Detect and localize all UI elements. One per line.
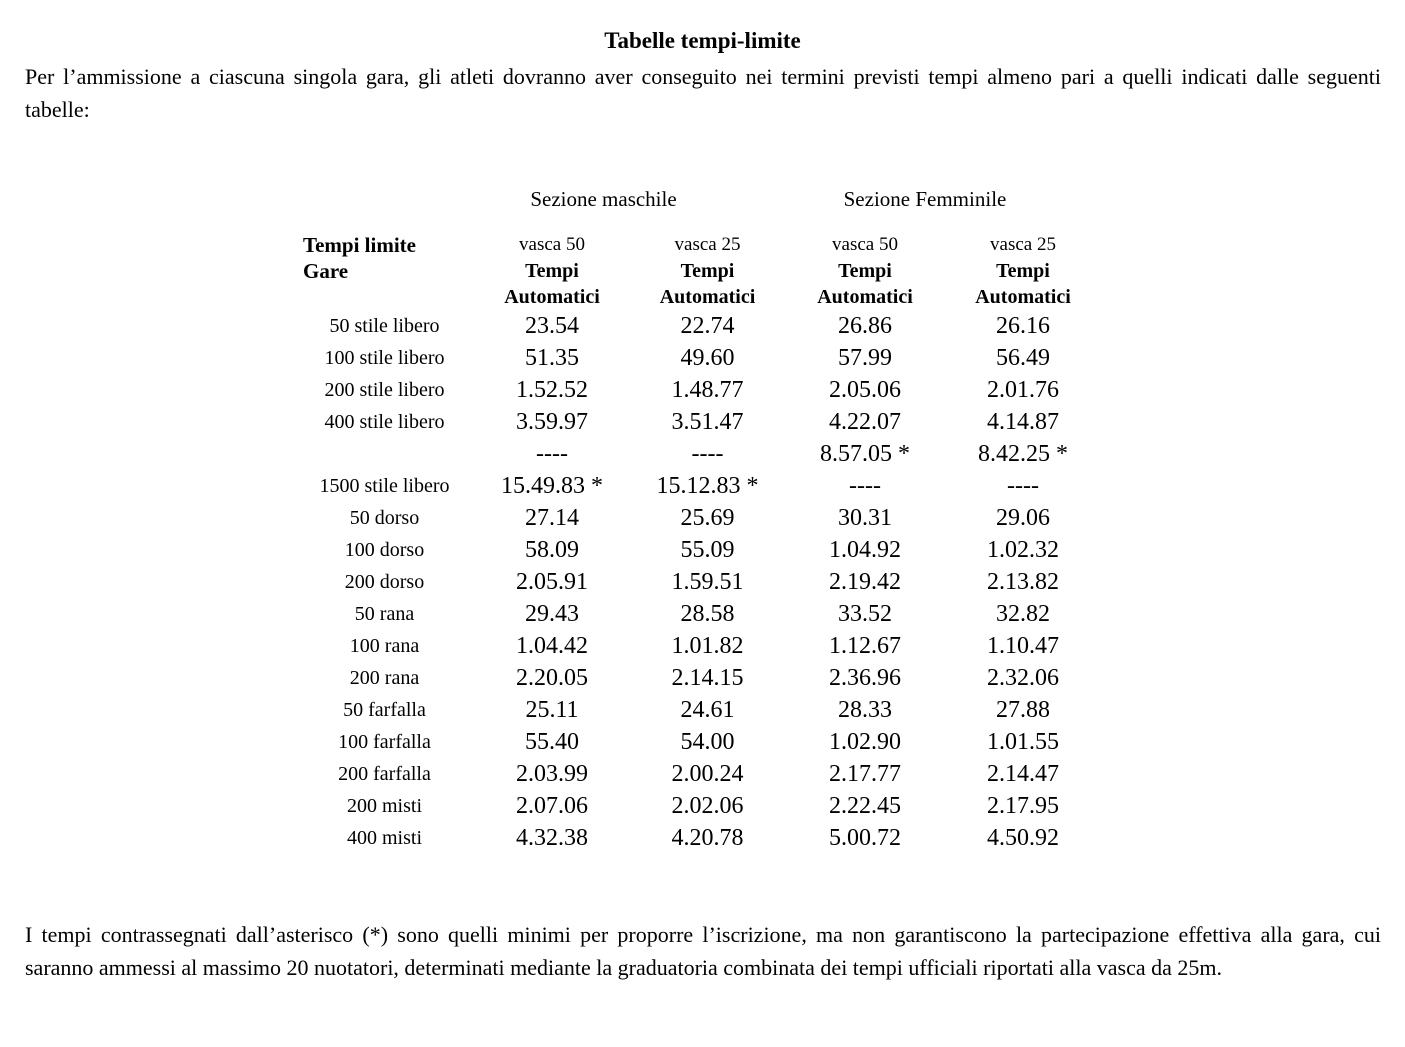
time-cell: 28.58	[680, 601, 735, 627]
time-cell: ----	[849, 473, 881, 499]
time-cell: 1.01.55	[987, 729, 1059, 755]
pool-header-female-25: vasca 25	[990, 234, 1056, 255]
time-cell: 58.09	[525, 537, 579, 563]
section-header-female: Sezione Femminile	[843, 187, 1007, 211]
time-limits-table	[295, 187, 1405, 854]
time-cell: 1.48.77	[671, 377, 744, 403]
time-cell: 2.00.24	[671, 761, 744, 787]
time-cell: 2.13.82	[987, 569, 1059, 595]
time-cell: 1.04.42	[516, 633, 588, 659]
timing-header-automatici: Automatici	[975, 286, 1071, 308]
time-cell: 8.57.05 *	[820, 441, 910, 467]
time-cell: 1.01.82	[671, 633, 744, 659]
race-label: 50 farfalla	[343, 699, 426, 721]
time-cell: 26.86	[838, 313, 892, 339]
race-label: 50 dorso	[349, 507, 420, 529]
time-cell: 2.32.06	[987, 665, 1059, 691]
time-cell: 32.82	[996, 601, 1050, 627]
pool-header-male-25: vasca 25	[674, 234, 741, 255]
time-cell: 4.50.92	[987, 825, 1059, 851]
race-label: 100 farfalla	[338, 731, 431, 753]
race-label: 50 stile libero	[329, 315, 440, 337]
time-cell: 5.00.72	[829, 825, 901, 851]
race-label: 200 farfalla	[338, 763, 431, 785]
time-cell: 54.00	[680, 729, 735, 755]
race-label: 400 stile libero	[324, 411, 445, 433]
time-cell: 2.14.15	[671, 665, 744, 691]
time-cell: 2.14.47	[987, 761, 1059, 787]
time-cell: 2.01.76	[987, 377, 1059, 403]
time-cell: 2.02.06	[671, 793, 744, 819]
footer-paragraph: I tempi contrassegnati dall’asterisco (*) sono quelli minimi per proporre l’iscrizione, ma non garantiscono la partecipazione effettiva alla gara, cui saranno ammessi al massimo 20 nuotatori, determinati mediante la graduatoria combinata dei tempi ufficiali riportati alla vasca da 25m.	[25, 922, 1381, 980]
time-cell: 2.22.45	[829, 793, 901, 819]
time-cell: 1.52.52	[516, 377, 588, 403]
race-label: 200 rana	[349, 667, 420, 689]
time-cell: 57.99	[838, 345, 892, 371]
time-cell: 51.35	[525, 345, 579, 371]
time-cell: 25.69	[680, 505, 735, 531]
corner-label-line1: Tempi limite	[303, 233, 416, 257]
time-cell: 2.07.06	[516, 793, 588, 819]
race-label: 200 misti	[346, 795, 422, 817]
race-label: 1500 stile libero	[319, 475, 450, 497]
time-cell: 1.12.67	[829, 633, 901, 659]
pool-header-female-50: vasca 50	[832, 234, 898, 255]
time-cell: ----	[691, 441, 724, 467]
timing-header-automatici: Automatici	[659, 286, 756, 308]
time-cell: 8.42.25 *	[978, 441, 1068, 467]
time-cell: 4.22.07	[829, 409, 901, 435]
page-title: Tabelle tempi-limite	[604, 28, 801, 53]
time-cell: 55.40	[525, 729, 579, 755]
intro-paragraph: Per l’ammissione a ciascuna singola gara, gli atleti dovranno aver conseguito nei termini previsti tempi almeno pari a quelli indicati dalle seguenti tabelle:	[25, 64, 1381, 122]
timing-header-automatici: Automatici	[504, 286, 600, 308]
time-cell: 2.19.42	[829, 569, 901, 595]
race-label: 200 dorso	[344, 571, 425, 593]
time-cell: 23.54	[525, 313, 579, 339]
race-label: 100 rana	[349, 635, 420, 657]
time-cell: 1.59.51	[671, 569, 744, 595]
time-cell: 33.52	[838, 601, 892, 627]
corner-label-empty	[295, 284, 474, 310]
time-cell: 1.02.32	[987, 537, 1059, 563]
timing-header-tempi: Tempi	[838, 260, 892, 282]
time-cell: ----	[1007, 473, 1039, 499]
time-cell: 26.16	[996, 313, 1050, 339]
time-cell: 27.88	[996, 697, 1050, 723]
time-cell: 1.10.47	[987, 633, 1059, 659]
time-cell: 2.05.06	[829, 377, 901, 403]
time-cell: 2.36.96	[829, 665, 901, 691]
time-cell: 56.49	[996, 345, 1050, 371]
section-header-male: Sezione maschile	[530, 187, 677, 211]
time-cell: 49.60	[680, 345, 735, 371]
race-label: 200 stile libero	[324, 379, 445, 401]
time-cell: 28.33	[838, 697, 892, 723]
time-cell: 15.12.83 *	[656, 473, 759, 499]
race-label: 400 misti	[346, 827, 422, 849]
time-cell: 24.61	[680, 697, 735, 723]
time-cell: 2.05.91	[516, 569, 588, 595]
section-header-spacer	[295, 187, 474, 232]
time-cell: 1.02.90	[829, 729, 901, 755]
timing-header-automatici: Automatici	[817, 286, 913, 308]
time-cell: 2.03.99	[516, 761, 588, 787]
time-cell: 2.17.77	[829, 761, 901, 787]
time-cell: 29.43	[525, 601, 579, 627]
time-cell: 55.09	[680, 537, 735, 563]
time-cell: 4.32.38	[516, 825, 588, 851]
time-cell: 2.20.05	[516, 665, 588, 691]
time-cell: 1.04.92	[829, 537, 901, 563]
time-cell: 4.14.87	[987, 409, 1059, 435]
timing-header-tempi: Tempi	[525, 260, 579, 282]
time-cell: 15.49.83 *	[501, 473, 603, 499]
time-cell: 25.11	[525, 697, 579, 723]
time-cell: 29.06	[996, 505, 1050, 531]
time-cell: ----	[536, 441, 568, 467]
timing-header-tempi: Tempi	[996, 260, 1050, 282]
time-cell: 2.17.95	[987, 793, 1059, 819]
time-cell: 30.31	[838, 505, 892, 531]
race-label: 100 stile libero	[324, 347, 445, 369]
time-cell: 4.20.78	[671, 825, 744, 851]
corner-label-line2: Gare	[303, 259, 349, 283]
timing-header-tempi: Tempi	[680, 260, 735, 282]
time-cell: 3.51.47	[671, 409, 744, 435]
pool-header-male-50: vasca 50	[519, 234, 585, 255]
time-cell: 3.59.97	[516, 409, 588, 435]
time-cell: 27.14	[525, 505, 579, 531]
race-label: 50 rana	[354, 603, 415, 625]
time-cell: 22.74	[680, 313, 735, 339]
race-label	[295, 438, 474, 470]
race-label: 100 dorso	[344, 539, 425, 561]
